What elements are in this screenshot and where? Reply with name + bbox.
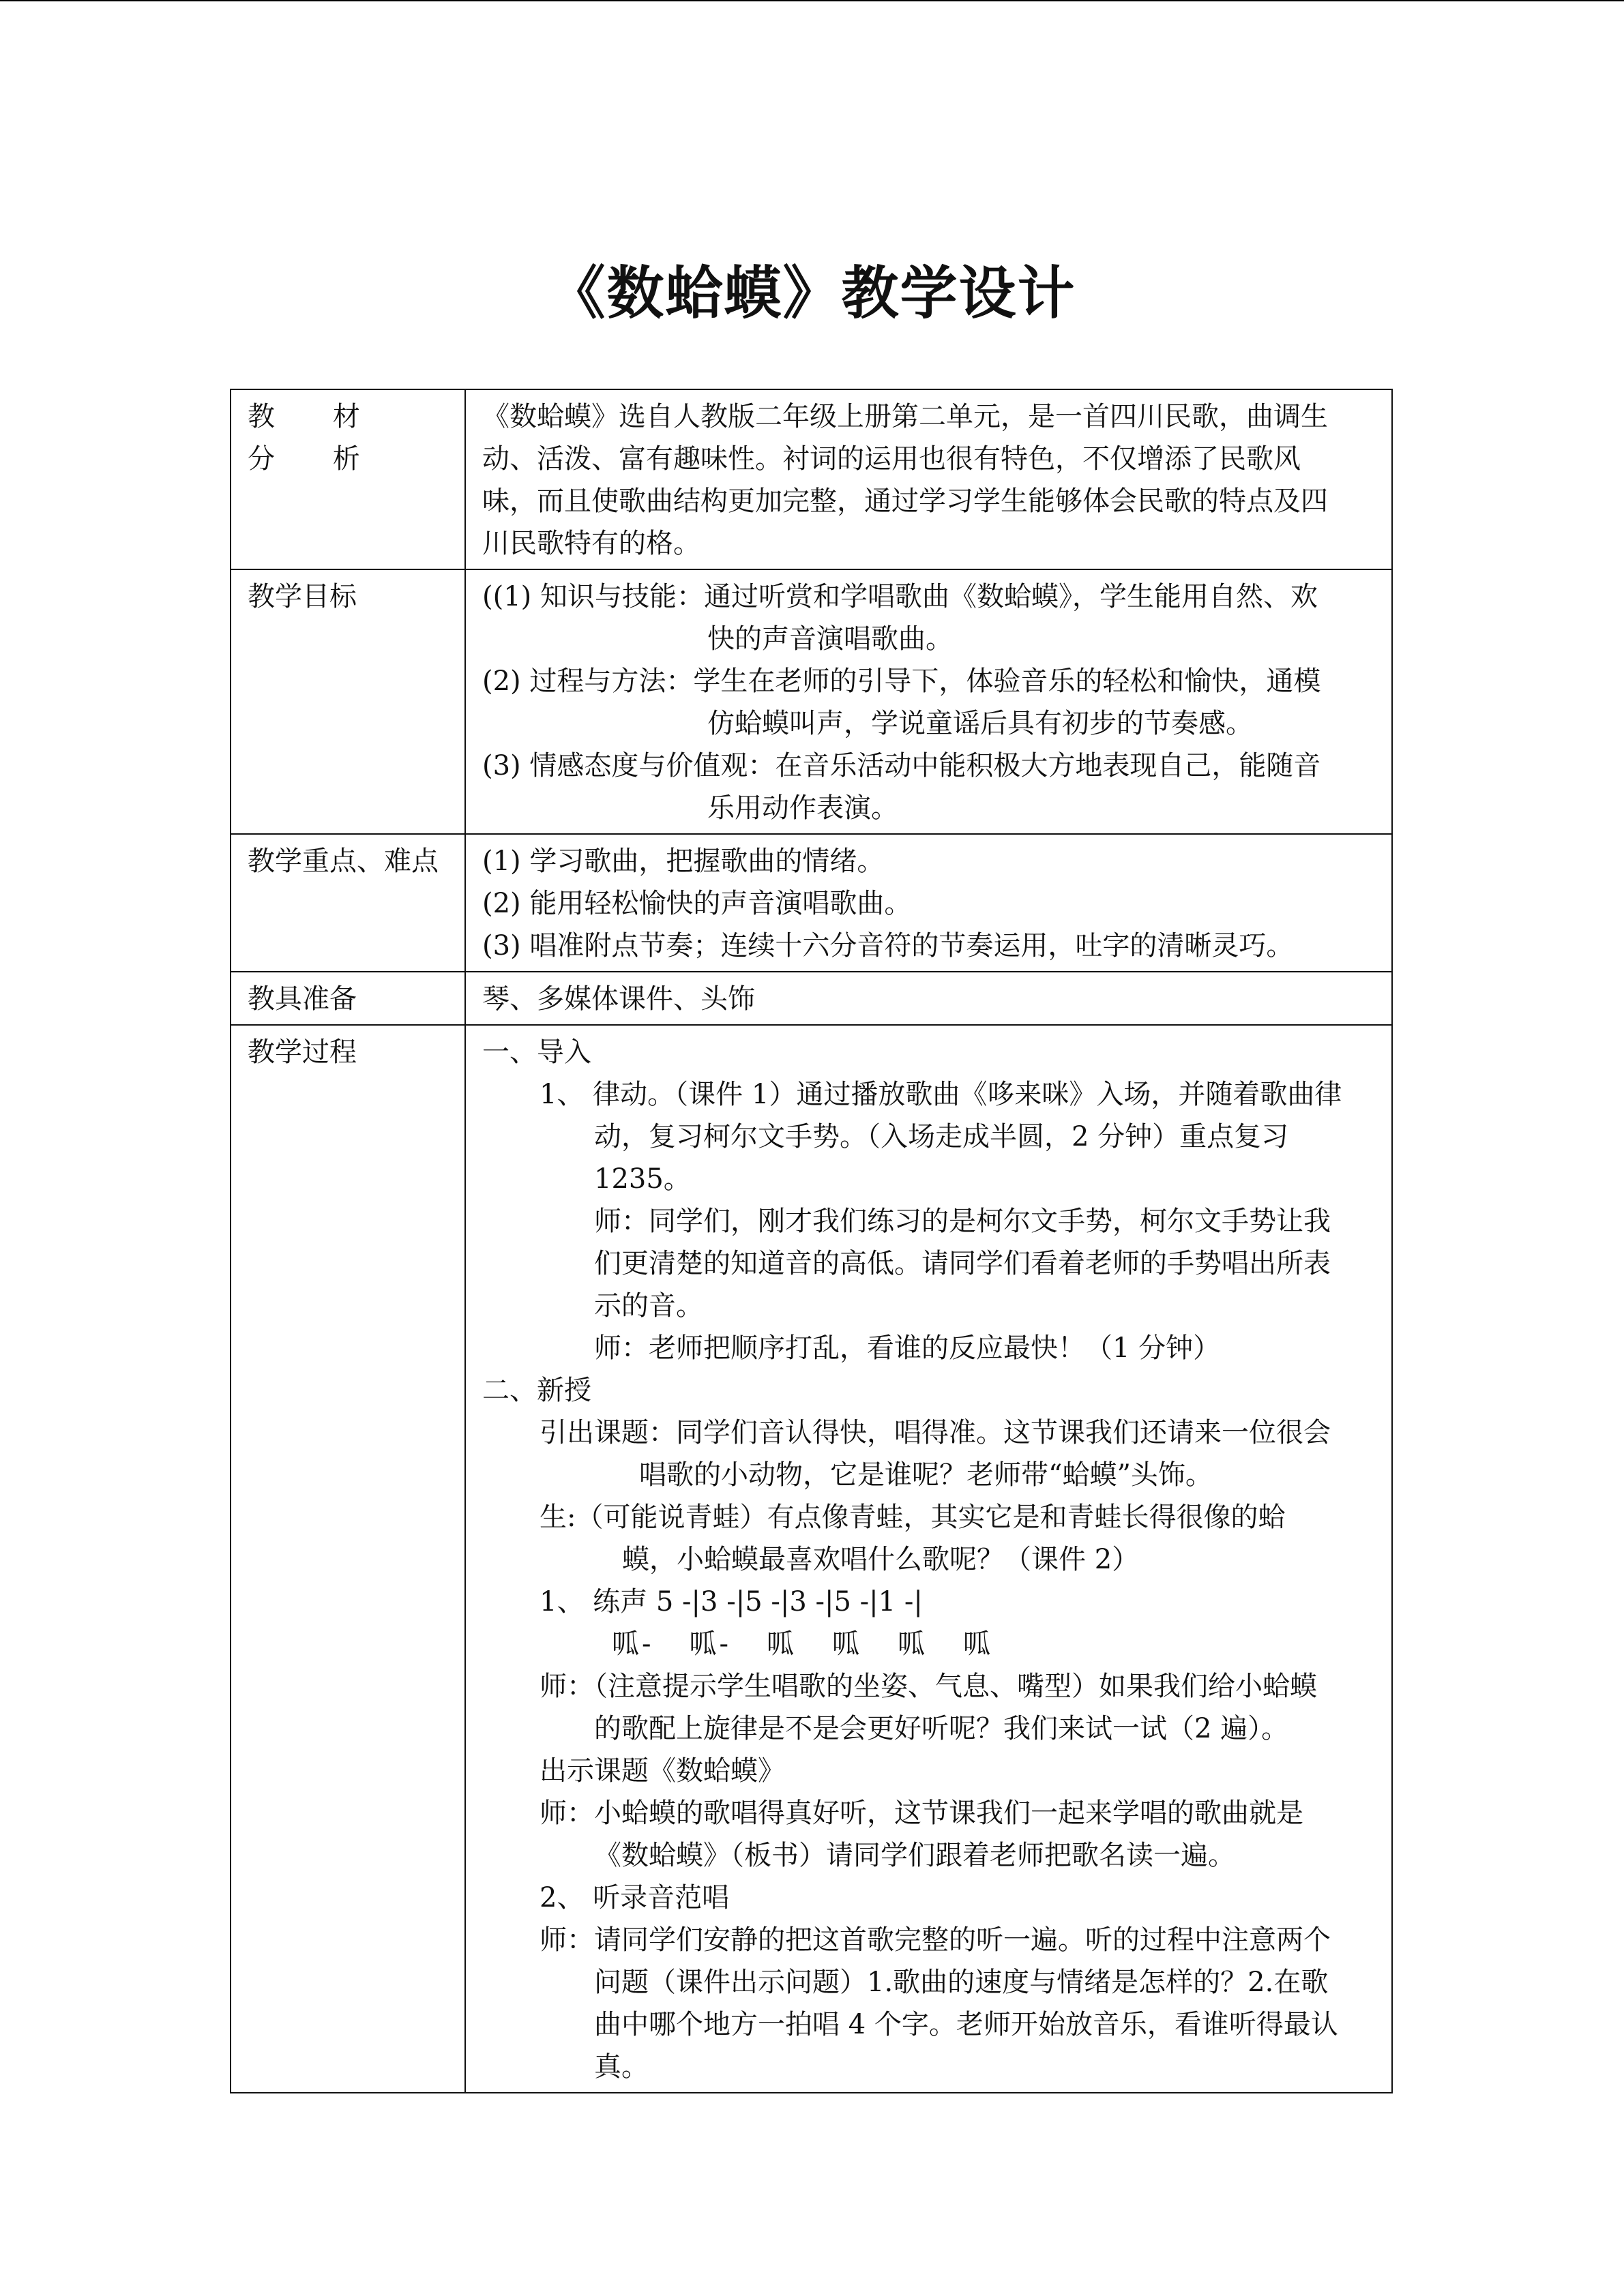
focus-content bbox=[465, 834, 1392, 972]
goals-content bbox=[465, 569, 1392, 834]
goal-2: (2) 过程与方法：学生在老师的引导下，体验音乐的轻松和愉快，通模 bbox=[482, 666, 1321, 697]
top-border-line bbox=[0, 0, 1624, 1]
table-row-goals bbox=[231, 569, 1392, 834]
row-label-analysis: 教 材 分 析 bbox=[231, 389, 465, 569]
teacher-line-continued: 《数蛤蟆》（板书）请同学们跟着老师把歌名读一遍。 bbox=[594, 1840, 1235, 1871]
goal-1: ((1) 知识与技能：通过听赏和学唱歌曲《数蛤蟆》，学生能用自然、欢 bbox=[482, 581, 1318, 612]
teacher-line-continued: 的歌配上旋律是不是会更好听呢？我们来试一试（2 遍）。 bbox=[594, 1713, 1289, 1744]
analysis-line: 味，而且使歌曲结构更加完整，通过学习学生能够体会民歌的特点及四 bbox=[482, 486, 1328, 517]
teacher-line-continued: 们更清楚的知道音的高低。请同学们看着老师的手势唱出所表 bbox=[594, 1248, 1331, 1279]
teacher-line: 师：请同学们安静的把这首歌完整的听一遍。听的过程中注意两个 bbox=[540, 1924, 1331, 1956]
table-row-analysis bbox=[231, 389, 1392, 569]
frog-sound: 呱 bbox=[767, 1628, 797, 1660]
teacher-line: 师：（注意提示学生唱歌的坐姿、气息、嘴型）如果我们给小蛤蟆 bbox=[540, 1671, 1317, 1702]
goal-3-continued: 乐用动作表演。 bbox=[707, 792, 898, 824]
row-label-focus: 教学重点、难点 bbox=[231, 834, 465, 972]
step-listen: 2、 听录音范唱 bbox=[540, 1882, 730, 1913]
tools-content: 琴、多媒体课件、头饰 bbox=[465, 972, 1392, 1025]
analysis-content bbox=[465, 389, 1392, 569]
lesson-plan-table bbox=[230, 389, 1393, 2093]
row-label-goals: 教学目标 bbox=[231, 569, 465, 834]
analysis-line: 《数蛤蟆》选自人教版二年级上册第二单元，是一首四川民歌，曲调生 bbox=[482, 401, 1328, 432]
focus-item: (2) 能用轻松愉快的声音演唱歌曲。 bbox=[482, 888, 912, 919]
focus-item: (3) 唱准附点节奏；连续十六分音符的节奏运用，吐字的清晰灵巧。 bbox=[482, 930, 1294, 961]
teacher-line: 师：同学们，刚才我们练习的是柯尔文手势，柯尔文手势让我 bbox=[594, 1206, 1331, 1237]
step-rhythm: 1、 律动。（课件 1）通过播放歌曲《哆来咪》入场，并随着歌曲律 bbox=[540, 1079, 1342, 1110]
row-label-process: 教学过程 bbox=[231, 1025, 465, 2093]
vocal-exercise: 1、 练声 5 -|3 -|5 -|3 -|5 -|1 -| bbox=[540, 1586, 923, 1617]
analysis-line: 动、活泼、富有趣味性。衬词的运用也很有特色，不仅增添了民歌风 bbox=[482, 443, 1301, 475]
step-rhythm-continued: 动，复习柯尔文手势。（入场走成半圆，2 分钟）重点复习 bbox=[594, 1121, 1289, 1152]
teacher-line-continued: 示的音。 bbox=[594, 1290, 703, 1322]
frog-sound: 呱 bbox=[898, 1628, 928, 1660]
frog-sound: 呱 bbox=[963, 1628, 994, 1660]
section-heading-new: 二、新授 bbox=[482, 1375, 591, 1406]
step-rhythm-continued: 1235。 bbox=[594, 1163, 691, 1195]
teacher-line-continued: 问题（课件出示问题）1.歌曲的速度与情绪是怎样的？2.在歌 bbox=[594, 1967, 1329, 1998]
table-row-process bbox=[231, 1025, 1392, 2093]
table-row-focus bbox=[231, 834, 1392, 972]
frog-sounds bbox=[482, 1623, 1379, 1665]
teacher-line-continued: 曲中哪个地方一拍唱 4 个字。老师开始放音乐，看谁听得最认 bbox=[594, 2009, 1338, 2040]
process-content bbox=[465, 1025, 1392, 2093]
student-line-continued: 蟆，小蛤蟆最喜欢唱什么歌呢？（课件 2） bbox=[622, 1544, 1140, 1575]
teacher-line: 师：老师把顺序打乱，看谁的反应最快！（1 分钟） bbox=[594, 1332, 1221, 1364]
intro-topic-continued: 唱歌的小动物，它是谁呢？老师带“蛤蟆”头饰。 bbox=[639, 1459, 1213, 1491]
focus-item: (1) 学习歌曲，把握歌曲的情绪。 bbox=[482, 846, 885, 877]
goal-1-continued: 快的声音演唱歌曲。 bbox=[707, 623, 953, 655]
teacher-line: 师：小蛤蟆的歌唱得真好听，这节课我们一起来学唱的歌曲就是 bbox=[540, 1798, 1303, 1829]
frog-sound: 呱 bbox=[832, 1628, 863, 1660]
student-line: 生:（可能说青蛙）有点像青蛙，其实它是和青蛙长得很像的蛤 bbox=[540, 1502, 1286, 1533]
goal-3: (3) 情感态度与价值观：在音乐活动中能积极大方地表现自己，能随音 bbox=[482, 750, 1321, 781]
analysis-line: 川民歌特有的格。 bbox=[482, 528, 700, 559]
teacher-line-continued: 真。 bbox=[594, 2051, 649, 2083]
section-heading-intro: 一、导入 bbox=[482, 1037, 591, 1068]
frog-sound: 呱- bbox=[612, 1628, 654, 1660]
table-row-tools bbox=[231, 972, 1392, 1025]
show-title: 出示课题《数蛤蟆》 bbox=[540, 1755, 785, 1787]
intro-topic: 引出课题：同学们音认得快，唱得准。这节课我们还请来一位很会 bbox=[540, 1417, 1331, 1448]
frog-sound: 呱- bbox=[689, 1628, 732, 1660]
document-title: 《数蛤蟆》教学设计 bbox=[548, 260, 1076, 327]
goal-2-continued: 仿蛤蟆叫声，学说童谣后具有初步的节奏感。 bbox=[707, 708, 1253, 739]
row-label-tools: 教具准备 bbox=[231, 972, 465, 1025]
